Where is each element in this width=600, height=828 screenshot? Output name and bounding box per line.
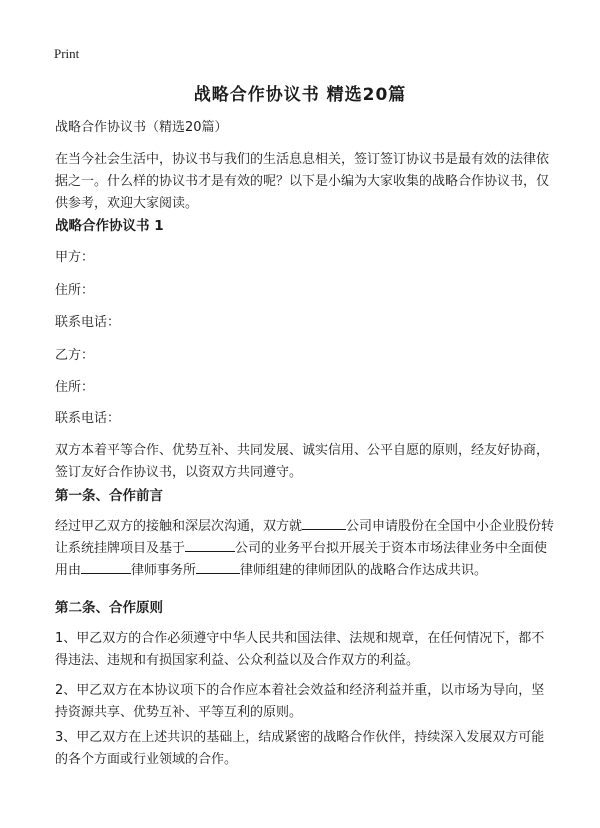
phone-b-label: 联系电话： <box>55 411 121 426</box>
subtitle: 战略合作协议书（精选20篇） <box>55 120 228 135</box>
article-1-text-part: 律师事务所 <box>131 563 197 578</box>
blank-field <box>196 560 240 574</box>
article-1-text-part: 公司的业务平台拟开展关于资本市场法律业务中全面使用由 <box>55 541 548 578</box>
article-2-item: 3、甲乙双方在上述共识的基础上，结成紧密的战略合作伙伴，持续深入发展双方可能的各个方面或行业领域的合作。 <box>55 730 545 767</box>
article-2-item: 1、甲乙双方的合作必须遵守中华人民共和国法律、法规和规章，在任何情况下，都不得违法、违规和有损国家利益、公众利益以及合作双方的利益。 <box>55 631 545 668</box>
address-a-label: 住所： <box>55 283 95 298</box>
address-b-label: 住所： <box>55 380 95 395</box>
article-1-text-part: 经过甲乙双方的接触和深层次沟通，双方就 <box>55 519 303 534</box>
intro-paragraph: 在当今社会生活中，协议书与我们的生活息息相关，签订签订协议书是最有效的法律依据之一。什么样的协议书才是有效的呢？以下是小编为大家收集的战略合作协议书，仅供参考，欢迎大家阅读。 <box>55 152 550 211</box>
article-2-heading: 第二条、合作原则 <box>55 600 163 616</box>
article-1-heading: 第一条、合作前言 <box>55 488 163 504</box>
blank-field <box>81 560 131 574</box>
principles-paragraph: 双方本着平等合作、优势互补、共同发展、诚实信用、公平自愿的原则，经友好协商，签订友好合作协议书，以资双方共同遵守。 <box>55 443 550 480</box>
party-b-label: 乙方： <box>55 348 95 363</box>
article-2-item: 2、甲乙双方在本协议项下的合作应本着社会效益和经济利益并重，以市场为导向，坚持资源共享、优势互补、平等互利的原则。 <box>55 683 545 720</box>
section-heading-1: 战略合作协议书 1 <box>55 218 164 234</box>
blank-field <box>302 516 346 530</box>
article-1-text-part: 公司申请股份在全国中小企业股份转让系统挂牌项目及基于 <box>55 519 555 556</box>
phone-a-label: 联系电话： <box>55 315 121 330</box>
print-link[interactable]: Print <box>54 46 80 61</box>
party-a-label: 甲方： <box>55 250 95 265</box>
article-1-paragraph <box>55 516 555 582</box>
blank-field <box>185 538 235 552</box>
document-title: 战略合作协议书 精选20篇 <box>193 85 407 105</box>
article-1-text-part: 律师组建的律师团队的战略合作达成共识。 <box>240 563 488 578</box>
